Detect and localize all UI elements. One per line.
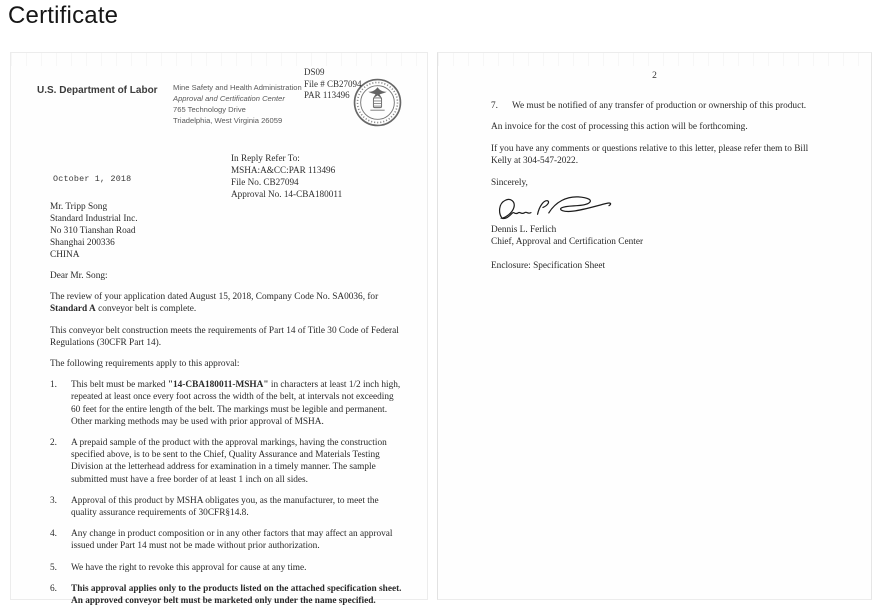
list-item: [50, 379, 402, 428]
item-text: We must be notified of any transfer of production or ownership of this product.: [512, 101, 807, 111]
letter-page-2: [437, 52, 872, 600]
paragraph-invoice: An invoice for the cost of processing this action will be forthcoming.: [491, 122, 748, 133]
product-name: Standard A: [50, 304, 96, 315]
recipient-line: Mr. Tripp Song: [50, 202, 108, 212]
paragraph-requirements-met: This conveyor belt construction meets the requirements of Part 14 of Title 30 Code of Federal Regulations (30CFR Part 14).: [50, 325, 399, 348]
item-text: [71, 379, 402, 428]
signature-icon: [493, 190, 622, 224]
list-item: [491, 100, 817, 112]
reply-line: Approval No. 14-CBA180011: [231, 189, 343, 199]
item-text: This approval applies only to the products listed on the attached specification sheet. An approved conveyor belt must be marketed only under the name specified.: [71, 583, 402, 607]
letter-date: October 1, 2018: [53, 174, 132, 184]
letter-body: [50, 201, 402, 616]
item-number: 4.: [50, 529, 57, 540]
item-text: A prepaid sample of the product with the approval markings, having the construction specified above, is to be sent to the Chief, Quality Assurance and Materials Testing Division at the letterhead address for examination in a timely manner. The sample submitted must have a free border of at least 1 inch on all sides.: [71, 438, 387, 485]
department-of-labor-seal-icon: [353, 78, 402, 127]
item-number: 5.: [50, 562, 57, 573]
list-item: [50, 583, 402, 607]
signer-name: Dennis L. Ferlich: [491, 225, 557, 236]
reply-line: File No. CB27094: [231, 177, 299, 187]
paragraph-text: The review of your application dated August 15, 2018, Company Code No. SA0036, for: [50, 292, 379, 303]
item-number: 3.: [50, 495, 57, 506]
recipient-address: [50, 201, 402, 261]
department-name: U.S. Department of Labor: [37, 85, 158, 96]
item-text-part: This belt must be marked: [71, 380, 166, 391]
in-reply-refer-block: [231, 152, 342, 200]
closing: Sincerely,: [491, 177, 528, 188]
list-item: [50, 562, 402, 574]
file-line: File # CB27094: [304, 78, 362, 89]
salutation: Dear Mr. Song:: [50, 271, 108, 281]
recipient-line: No 310 Tianshan Road: [50, 226, 136, 236]
reply-line: In Reply Refer To:: [231, 153, 300, 163]
item-number: 7.: [491, 101, 498, 111]
list-item: [50, 528, 402, 552]
item-number: 1.: [50, 380, 57, 391]
reply-line: MSHA:A&CC:PAR 113496: [231, 165, 336, 175]
agency-address-block: [173, 82, 302, 126]
paragraph-text: conveyor belt is complete.: [98, 304, 197, 315]
item-text: Approval of this product by MSHA obligates you, as the manufacturer, to meet the quality assurance requirements of 30CFR§14.8.: [71, 495, 379, 519]
requirements-list: [50, 379, 402, 607]
agency-line: Approval and Certification Center: [173, 94, 285, 103]
item-number: 6.: [50, 583, 57, 594]
paragraph-review: [50, 291, 402, 315]
marking-code: "14-CBA180011-MSHA": [167, 380, 269, 391]
agency-line: Mine Safety and Health Administration: [173, 83, 302, 92]
item-text: We have the right to revoke this approval for cause at any time.: [71, 562, 307, 573]
list-item: [50, 437, 402, 486]
signer-title: Chief, Approval and Certification Center: [491, 237, 644, 248]
file-line: DS09: [304, 67, 325, 77]
signer-block: [491, 224, 817, 248]
list-item: [50, 495, 402, 519]
page-title: Certificate: [8, 2, 119, 29]
letter-body-page2: [491, 100, 817, 272]
agency-line: 765 Technology Drive: [173, 105, 246, 114]
page-number: 2: [652, 71, 657, 81]
recipient-line: Standard Industrial Inc.: [50, 214, 138, 224]
recipient-line: CHINA: [50, 250, 80, 260]
item-text: Any change in product composition or in any other factors that may affect an approval issued under Part 14 must not be made without prior authorization.: [71, 529, 393, 552]
recipient-line: Shanghai 200336: [50, 238, 115, 248]
letter-page-1: [10, 52, 428, 607]
item-number: 2.: [50, 438, 57, 449]
enclosure-note: Enclosure: Specification Sheet: [491, 261, 606, 272]
file-line: PAR 113496: [304, 90, 350, 100]
paragraph-requirements-intro: The following requirements apply to this approval:: [50, 359, 240, 370]
paragraph-comments: If you have any comments or questions relative to this letter, please refer them to Bill Kelly at 304-547-2022.: [491, 143, 809, 167]
agency-line: Triadelphia, West Virginia 26059: [173, 116, 283, 125]
item-text-part: in characters at least 1/2 inch high, repeated at least once every foot across the width of the belt, at intervals not exceeding 60 feet for the entire length of the belt. The markings must be legible and permanent. Other marking methods may be used with prior approval of MSHA.: [71, 380, 401, 427]
